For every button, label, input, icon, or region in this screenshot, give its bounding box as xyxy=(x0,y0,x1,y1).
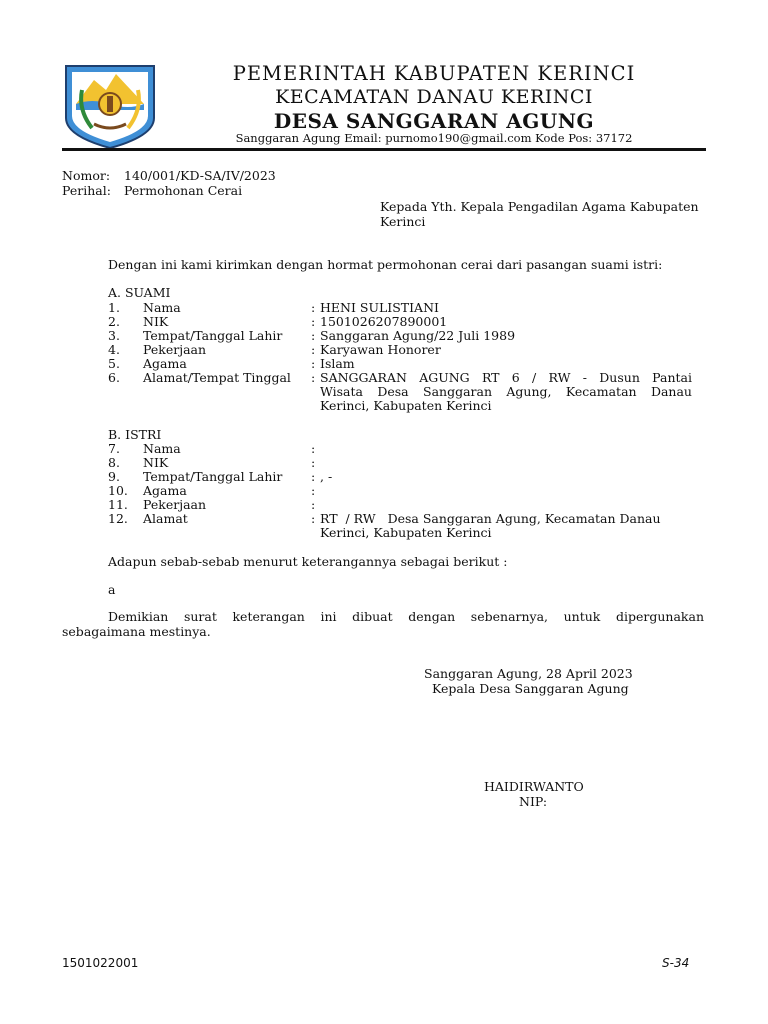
regency-emblem-icon xyxy=(62,60,158,150)
istri-row-label: Tempat/Tanggal Lahir xyxy=(143,469,283,484)
istri-row-sep: : xyxy=(311,469,316,484)
nomor-label: Nomor: xyxy=(62,168,111,183)
istri-row-num: 8. xyxy=(108,455,120,470)
istri-row-label: Alamat xyxy=(143,511,188,526)
suami-row-sep: : xyxy=(311,342,316,357)
recipient-line1: Kepada Yth. Kepala Pengadilan Agama Kabupaten xyxy=(380,199,699,214)
header-government: PEMERINTAH KABUPATEN KERINCI xyxy=(232,62,636,85)
suami-row-label: Alamat/Tempat Tinggal xyxy=(143,370,291,385)
istri-row-num: 11. xyxy=(108,497,128,512)
istri-row-sep: : xyxy=(311,497,316,512)
istri-row-label: Agama xyxy=(143,483,187,498)
suami-address-line1: SANGGARAN AGUNG RT 6 / RW - Dusun Pantai xyxy=(320,370,692,385)
footer-code: 1501022001 xyxy=(62,956,139,970)
istri-row-label: Nama xyxy=(143,441,181,456)
closing-line2: sebagaimana mestinya. xyxy=(62,624,211,639)
suami-row-sep: : xyxy=(311,370,316,385)
suami-row-value: Sanggaran Agung/22 Juli 1989 xyxy=(320,328,516,343)
istri-row-sep: : xyxy=(311,511,316,526)
suami-row-label: Agama xyxy=(143,356,187,371)
istri-row-num: 12. xyxy=(108,511,128,526)
suami-row-value: Islam xyxy=(320,356,355,371)
suami-heading: A. SUAMI xyxy=(108,285,171,300)
istri-address-line2: Kerinci, Kabupaten Kerinci xyxy=(320,525,492,540)
istri-address-line1: RT / RW Desa Sanggaran Agung, Kecamatan Danau xyxy=(320,511,661,526)
suami-row-num: 2. xyxy=(108,314,120,329)
header-village: DESA SANGGARAN AGUNG xyxy=(273,109,595,133)
suami-row-label: Tempat/Tanggal Lahir xyxy=(143,328,283,343)
footer-form-number: S-34 xyxy=(662,956,690,970)
istri-row-sep: : xyxy=(311,483,316,498)
perihal-label: Perihal: xyxy=(62,183,111,198)
istri-row-sep: : xyxy=(311,441,316,456)
suami-row-sep: : xyxy=(311,356,316,371)
suami-row-num: 3. xyxy=(108,328,120,343)
istri-row-label: NIK xyxy=(143,455,169,470)
recipient-line2: Kerinci xyxy=(380,214,426,229)
suami-row-label: Nama xyxy=(143,300,181,315)
signature-name: HAIDIRWANTO xyxy=(484,779,584,794)
suami-row-num: 4. xyxy=(108,342,120,357)
nomor-value: 140/001/KD-SA/IV/2023 xyxy=(124,168,276,183)
signature-nip: NIP: xyxy=(519,794,548,809)
istri-row-num: 7. xyxy=(108,441,120,456)
istri-heading: B. ISTRI xyxy=(108,427,162,442)
signature-title: Kepala Desa Sanggaran Agung xyxy=(432,681,629,696)
suami-row-sep: : xyxy=(311,328,316,343)
reason-text: a xyxy=(108,582,116,597)
suami-row-label: Pekerjaan xyxy=(143,342,207,357)
istri-row-sep: : xyxy=(311,455,316,470)
signature-place-date: Sanggaran Agung, 28 April 2023 xyxy=(424,666,633,681)
suami-row-sep: : xyxy=(311,300,316,315)
perihal-value: Permohonan Cerai xyxy=(124,183,243,198)
header-contact: Sanggaran Agung Email: purnomo190@gmail.com Kode Pos: 37172 xyxy=(235,131,633,145)
intro-text: Dengan ini kami kirimkan dengan hormat permohonan cerai dari pasangan suami istri: xyxy=(108,257,663,272)
suami-row-value: Karyawan Honorer xyxy=(320,342,441,357)
reason-intro: Adapun sebab-sebab menurut keterangannya sebagai berikut : xyxy=(108,554,508,569)
istri-row-num: 10. xyxy=(108,483,128,498)
suami-address-line2: Wisata Desa Sanggaran Agung, Kecamatan Danau xyxy=(320,384,692,399)
header-divider xyxy=(62,148,706,151)
suami-row-label: NIK xyxy=(143,314,169,329)
closing-line1: Demikian surat keterangan ini dibuat dengan sebenarnya, untuk dipergunakan xyxy=(108,609,704,624)
suami-row-sep: : xyxy=(311,314,316,329)
suami-row-num: 1. xyxy=(108,300,120,315)
suami-row-num: 6. xyxy=(108,370,120,385)
istri-row-value: , - xyxy=(320,469,333,484)
header-district: KECAMATAN DANAU KERINCI xyxy=(275,86,593,108)
istri-row-label: Pekerjaan xyxy=(143,497,207,512)
suami-address-line3: Kerinci, Kabupaten Kerinci xyxy=(320,398,492,413)
suami-row-value: HENI SULISTIANI xyxy=(320,300,439,315)
istri-row-num: 9. xyxy=(108,469,120,484)
suami-row-value: 1501026207890001 xyxy=(320,314,448,329)
suami-row-num: 5. xyxy=(108,356,120,371)
